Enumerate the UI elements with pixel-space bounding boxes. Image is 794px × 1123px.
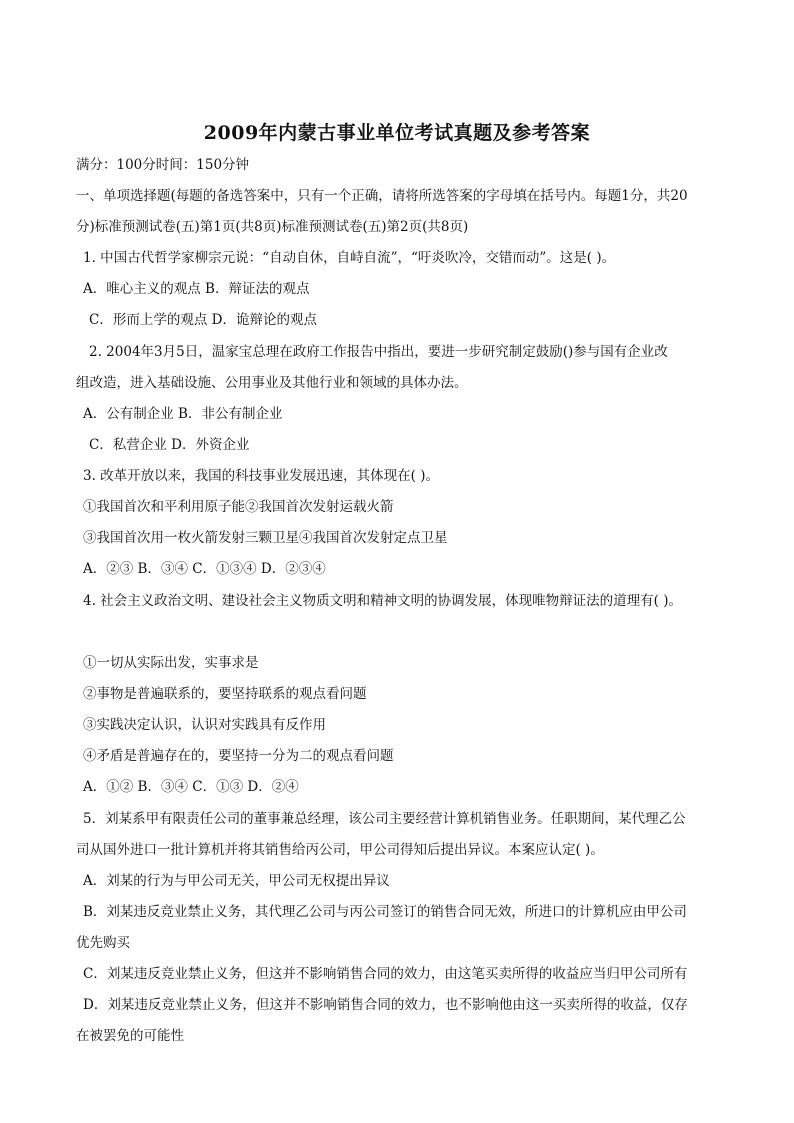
question-1-options-cd: C．形而上学的观点 D．诡辩论的观点 (89, 312, 317, 328)
question-3-stem: 3. 改革开放以来，我国的科技事业发展迅速，其体现在( )。 (83, 468, 439, 484)
question-4-item-2: ②事物是普遍联系的，要坚持联系的观点看问题 (83, 686, 367, 702)
exam-meta: 满分：100分时间：150分钟 (76, 157, 250, 173)
question-1-stem: 1. 中国古代哲学家柳宗元说：“自动自休，自峙自流”，“吁炎吹冷，交错而动”。这是( )。 (83, 250, 616, 266)
question-5-option-c: C．刘某违反竞业禁止义务，但这并不影响销售合同的效力，由这笔买卖所得的收益应当归甲公司所有 (83, 966, 688, 982)
question-4-item-1: ①一切从实际出发，实事求是 (83, 655, 259, 671)
question-4-stem: 4. 社会主义政治文明、建设社会主义物质文明和精神文明的协调发展，体现唯物辩证法的道理有( )。 (83, 593, 682, 609)
question-5-option-b-line-1: B．刘某违反竞业禁止义务，其代理乙公司与丙公司签订的销售合同无效，所进口的计算机应由甲公司 (83, 904, 687, 920)
question-2-stem-line-1: 2. 2004年3月5日，温家宝总理在政府工作报告中指出，要进一步研究制定鼓励()参与国有企业改 (89, 344, 668, 360)
question-4-options: A．①② B．③④ C．①③ D．②④ (83, 779, 299, 795)
question-4-item-3: ③实践决定认识，认识对实践具有反作用 (83, 717, 326, 733)
question-1-options-ab: A．唯心主义的观点 B．辩证法的观点 (83, 281, 310, 297)
question-5-option-b-line-2: 优先购买 (76, 935, 130, 951)
question-2-stem-line-2: 组改造，进入基础设施、公用事业及其他行业和领域的具体办法。 (76, 375, 468, 391)
question-5-stem-line-1: 5．刘某系甲有限责任公司的董事兼总经理，该公司主要经营计算机销售业务。任职期间，某代理乙公 (83, 811, 686, 827)
document-title: 2009年内蒙古事业单位考试真题及参考答案 (203, 122, 591, 144)
question-2-options-ab: A．公有制企业 B．非公有制企业 (83, 406, 283, 422)
question-2-options-cd: C．私营企业 D．外资企业 (89, 437, 250, 453)
question-5-option-d-line-1: D．刘某违反竞业禁止义务，但这并不影响销售合同的效力，也不影响他由这一买卖所得的收益，仅存 (83, 997, 688, 1013)
question-3-items-1: ①我国首次和平利用原子能②我国首次发射运载火箭 (83, 499, 394, 515)
section-heading-line-1: 一、单项选择题(每题的备选答案中，只有一个正确，请将所选答案的字母填在括号内。每题1分，共20 (76, 188, 688, 204)
question-5-stem-line-2: 司从国外进口一批计算机并将其销售给丙公司，甲公司得知后提出异议。本案应认定( )。 (76, 842, 604, 858)
question-3-items-2: ③我国首次用一枚火箭发射三颗卫星④我国首次发射定点卫星 (83, 530, 448, 546)
question-5-option-a: A．刘某的行为与甲公司无关，甲公司无权提出异议 (83, 873, 390, 889)
question-5-option-d-line-2: 在被罢免的可能性 (76, 1028, 184, 1044)
question-3-options: A．②③ B．③④ C．①③④ D．②③④ (83, 561, 326, 577)
question-4-item-4: ④矛盾是普遍存在的，要坚持一分为二的观点看问题 (83, 748, 394, 764)
section-heading-line-2: 分)标准预测试卷(五)第1页(共8页)标准预测试卷(五)第2页(共8页) (76, 219, 469, 235)
